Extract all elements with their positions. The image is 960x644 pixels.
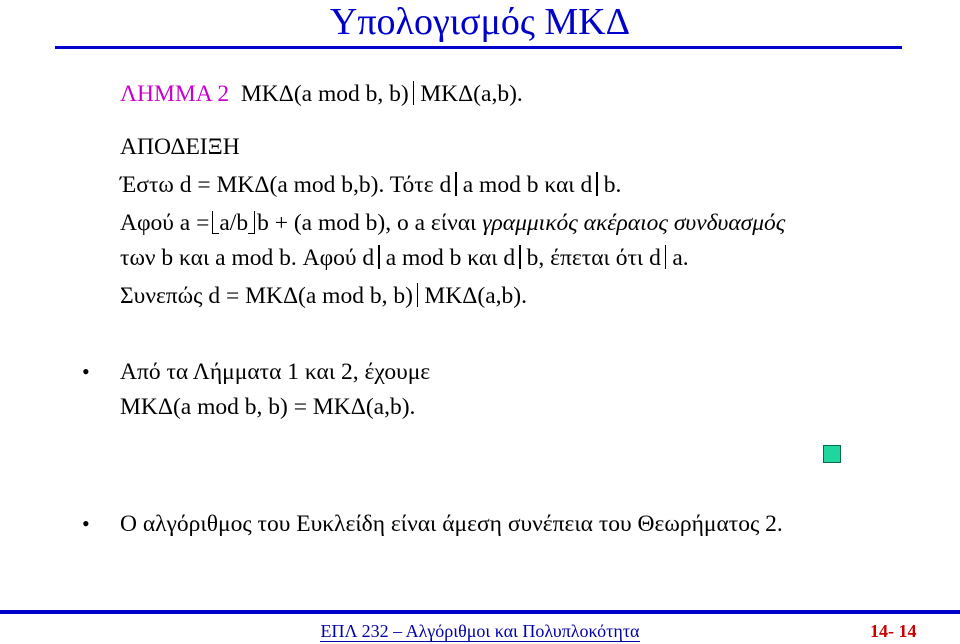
footer-course-label: ΕΠΛ 232 – Αλγόριθμοι και Πολυπλοκότητα	[320, 621, 640, 641]
proof-line-2-part-3: b + (a mod b), o a είναι	[257, 210, 477, 236]
proof-line-3-part-1: των b και a mod b. Αφού d	[120, 245, 375, 271]
proof-line-1-part-2: a mod b και d	[462, 172, 593, 198]
lemma-label: ΛΗΜΜΑ 2	[120, 81, 230, 107]
lemma-statement	[120, 80, 523, 108]
divides-symbol	[455, 172, 457, 196]
divides-symbol	[417, 283, 419, 307]
divides-symbol	[378, 245, 380, 269]
proof-heading: ΑΠΟΔΕΙΞΗ	[120, 134, 240, 160]
proof-line-3-part-3: b, έπεται ότι d	[526, 245, 661, 271]
bullet-1-line-1: Από τα Λήμματα 1 και 2, έχουμε	[120, 359, 431, 385]
proof-line-3	[120, 244, 689, 272]
proof-line-3-part-2: a mod b και d	[385, 245, 516, 271]
proof-line-1-part-1: Έστω d = ΜΚΔ(a mod b,b). Τότε d	[120, 172, 452, 198]
proof-line-3-part-4: a.	[672, 245, 689, 271]
bullet-icon: •	[82, 359, 90, 384]
slide-title: Υπολογισμός ΜΚΔ	[329, 1, 631, 43]
title-underline	[55, 46, 902, 49]
floor-expression: a/b	[219, 210, 249, 236]
bullet-1-line-2: ΜΚΔ(a mod b, b) = ΜΚΔ(a,b).	[120, 394, 416, 420]
lemma-expr-left: ΜΚΔ(a mod b, b)	[240, 81, 409, 107]
proof-line-2-italic: γραμμικός ακέραιος συνδυασμός	[482, 210, 786, 236]
proof-line-4-part-1: Συνεπώς d = ΜΚΔ(a mod b, b)	[120, 283, 413, 309]
proof-line-4-part-2: ΜΚΔ(a,b).	[424, 283, 527, 309]
footer-page-number: 14- 14	[870, 621, 917, 641]
proof-line-4	[120, 282, 527, 310]
proof-line-1	[120, 171, 621, 199]
lemma-expr-right: ΜΚΔ(a,b).	[420, 81, 523, 107]
green-square-icon	[823, 445, 841, 463]
bullet-icon: •	[82, 511, 90, 536]
divides-symbol	[413, 81, 415, 105]
proof-line-2-part-1: Αφού a =	[120, 210, 210, 236]
footer-rule	[0, 610, 960, 614]
proof-line-2	[120, 209, 785, 237]
divides-symbol	[519, 245, 521, 269]
floor-right-bracket	[248, 211, 255, 234]
bullet-2-line-1: Ο αλγόριθμος του Ευκλείδη είναι άμεση συνέπεια του Θεωρήματος 2.	[120, 511, 783, 537]
divides-symbol	[665, 245, 667, 269]
divides-symbol	[596, 172, 598, 196]
footer-course	[0, 620, 960, 642]
proof-line-1-part-3: b.	[603, 172, 622, 198]
